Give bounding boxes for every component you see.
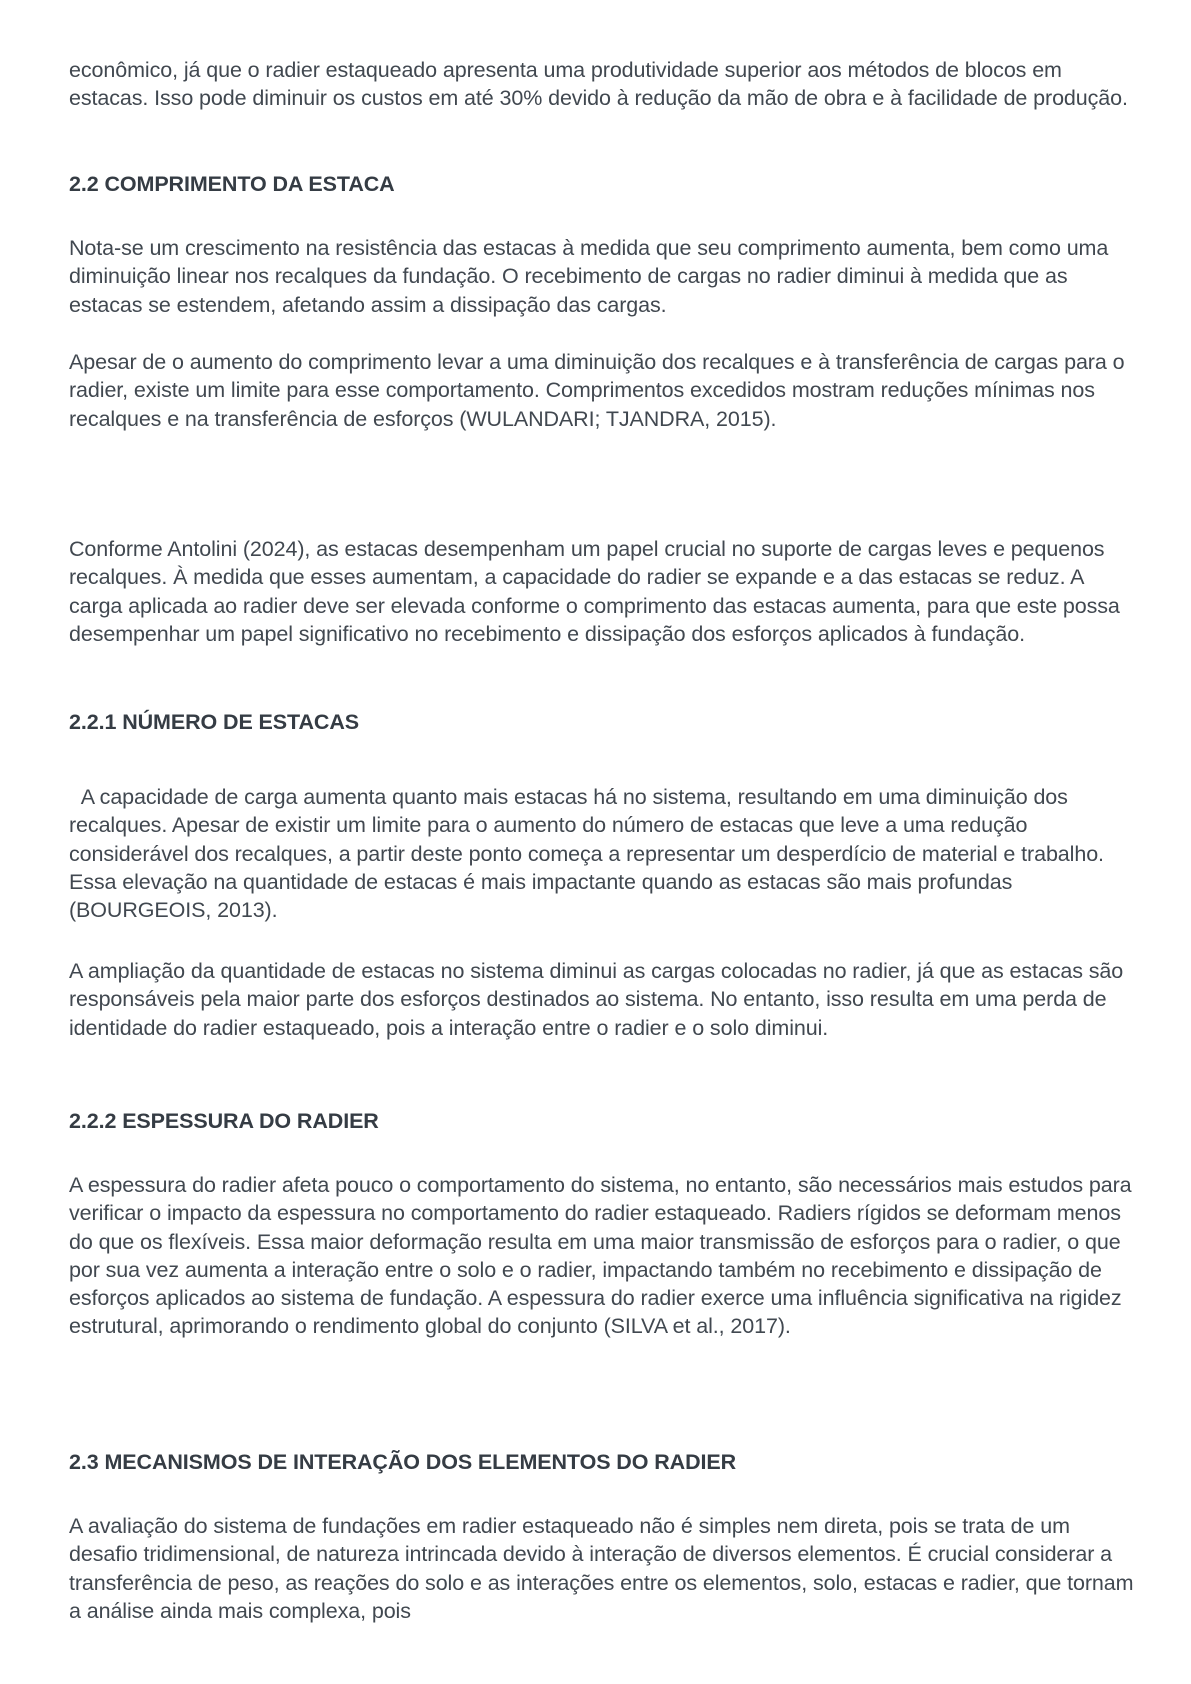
paragraph-interaction-mechanisms: A avaliação do sistema de fundações em radier estaqueado não é simples nem direta, pois se trata de um desafio tridimensional, de natureza intrincada devido à interação de diversos elementos. É crucial considerar a transferência de peso, as reações do solo e as interações entre os elementos, solo, estacas e radier, que tornam a análise ainda mais complexa, pois [69,1514,1134,1623]
paragraph-number-of-piles-1: A capacidade de carga aumenta quanto mais estacas há no sistema, resultando em uma diminuição dos recalques. Apesar de existir um limite para o aumento do número de estacas que leve a uma redução considerável dos recalques, a partir deste ponto começa a representar um desperdício de material e trabalho. Essa elevação na quantidade de estacas é mais impactante quando as estacas são mais profundas (BOURGEOIS, 2013). [69,785,1110,923]
paragraph-pile-length-1: Nota-se um crescimento na resistência das estacas à medida que seu comprimento aumenta, bem como uma diminuição linear nos recalques da fundação. O recebimento de cargas no radier diminui à medida que as estacas se estendem, afetando assim a dissipação das cargas. [69,236,1109,317]
paragraph-intro-continuation: econômico, já que o radier estaqueado apresenta uma produtividade superior aos métodos de blocos em estacas. Isso pode diminuir os custos em até 30% devido à redução da mão de obra e à facilidade de produção. [69,58,1128,111]
section-heading-2-2: 2.2 COMPRIMENTO DA ESTACA [69,172,395,196]
paragraph-number-of-piles-2: A ampliação da quantidade de estacas no sistema diminui as cargas colocadas no radier, já que as estacas são responsáveis pela maior parte dos esforços destinados ao sistema. No entanto, isso resulta em uma perda de identidade do radier estaqueado, pois a interação entre o radier e o solo diminui. [69,959,1124,1040]
section-heading-2-2-2: 2.2.2 ESPESSURA DO RADIER [69,1109,379,1133]
paragraph-raft-thickness: A espessura do radier afeta pouco o comportamento do sistema, no entanto, são necessários mais estudos para verificar o impacto da espessura no comportamento do radier estaqueado. Radiers rígidos se deformam menos do que os flexíveis. Essa maior deformação resulta em uma maior transmissão de esforços para o radier, o que por sua vez aumenta a interação entre o solo e o radier, impactando também no recebimento e dissipação de esforços aplicados ao sistema de fundação. A espessura do radier exerce uma influência significativa na rigidez estrutural, aprimorando o rendimento global do conjunto (SILVA et al., 2017). [69,1173,1132,1339]
section-heading-2-2-1: 2.2.1 NÚMERO DE ESTACAS [69,710,359,734]
paragraph-pile-length-2: Apesar de o aumento do comprimento levar a uma diminuição dos recalques e à transferência de cargas para o radier, existe um limite para esse comportamento. Comprimentos excedidos mostram reduções mínimas nos recalques e na transferência de esforços (WULANDARI; TJANDRA, 2015). [69,350,1125,431]
paragraph-pile-length-3: Conforme Antolini (2024), as estacas desempenham um papel crucial no suporte de cargas leves e pequenos recalques. À medida que esses aumentam, a capacidade do radier se expande e a das estacas se reduz. A carga aplicada ao radier deve ser elevada conforme o comprimento das estacas aumenta, para que este possa desempenhar um papel significativo no recebimento e dissipação dos esforços aplicados à fundação. [69,537,1120,646]
section-heading-2-3: 2.3 MECANISMOS DE INTERAÇÃO DOS ELEMENTOS DO RADIER [69,1450,737,1474]
